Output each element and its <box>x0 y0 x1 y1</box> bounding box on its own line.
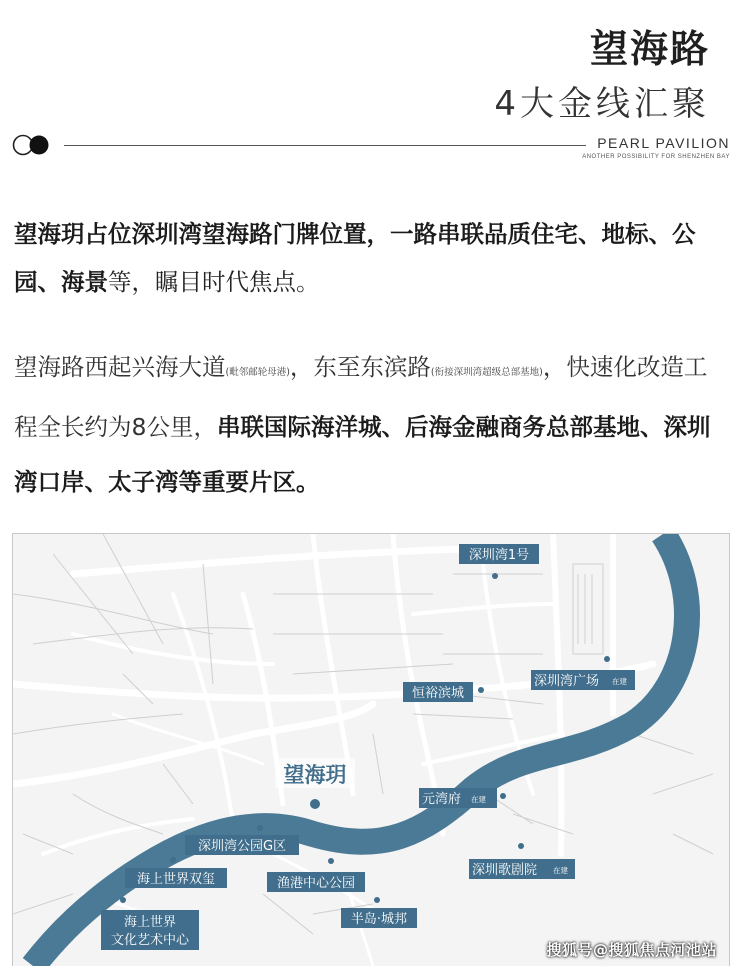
svg-text:深圳湾1号: 深圳湾1号 <box>468 548 530 563</box>
brand-bar <box>12 132 730 162</box>
detail-note-2: (衔接深圳湾超级总部基地) <box>430 367 543 378</box>
brand-tagline: ANOTHER POSSIBILITY FOR SHENZHEN BAY <box>582 154 730 160</box>
intro-paragraph <box>14 210 728 306</box>
svg-text:文化艺术中心: 文化艺术中心 <box>110 933 190 948</box>
detail-paragraph <box>14 340 730 510</box>
map-label-hengyu <box>403 682 484 702</box>
intro-normal: 等，瞩目时代焦点。 <box>108 268 320 296</box>
brand-circles-icon <box>12 134 52 156</box>
location-map <box>12 533 730 966</box>
brand-name: PEARL PAVILION <box>597 135 730 151</box>
svg-text:深圳湾广场: 深圳湾广场 <box>534 674 600 689</box>
brand-divider <box>64 145 586 146</box>
svg-text:望海玥: 望海玥 <box>283 763 347 787</box>
svg-text:在建: 在建 <box>612 677 627 686</box>
map-label-yuanwanfu <box>419 788 506 808</box>
svg-text:半岛·城邦: 半岛·城邦 <box>350 912 408 927</box>
svg-text:海上世界双玺: 海上世界双玺 <box>136 872 216 887</box>
watermark: 搜狐号@搜狐焦点河池站 <box>546 941 717 959</box>
detail-text-2: ，东至东滨路 <box>289 353 431 381</box>
svg-text:渔港中心公园: 渔港中心公园 <box>276 876 356 891</box>
svg-text:深圳歌剧院: 深圳歌剧院 <box>472 863 538 878</box>
detail-text-1: 望海路西起兴海大道 <box>14 353 226 381</box>
page-subtitle: 4大金线汇聚 <box>494 84 710 124</box>
page-title: 望海路 <box>589 27 710 71</box>
svg-text:海上世界: 海上世界 <box>123 915 177 930</box>
detail-text-3: ，快速化改造工程全长约为8公里， <box>14 353 708 441</box>
svg-text:在建: 在建 <box>553 866 568 875</box>
intro-bold: 望海玥占位深圳湾望海路门牌位置，一路串联品质住宅、地标、公园、海景 <box>14 220 696 296</box>
svg-text:元湾府: 元湾府 <box>422 792 462 807</box>
detail-note-1: (毗邻邮轮母港) <box>225 367 290 378</box>
map-svg <box>13 534 729 966</box>
detail-bold: 串联国际海洋城、后海金融商务总部基地、深圳湾口岸、太子湾等重要片区。 <box>14 413 711 496</box>
svg-text:深圳湾公园G区: 深圳湾公园G区 <box>197 839 287 854</box>
svg-text:在建: 在建 <box>471 795 486 804</box>
svg-text:恒裕滨城: 恒裕滨城 <box>411 686 465 701</box>
